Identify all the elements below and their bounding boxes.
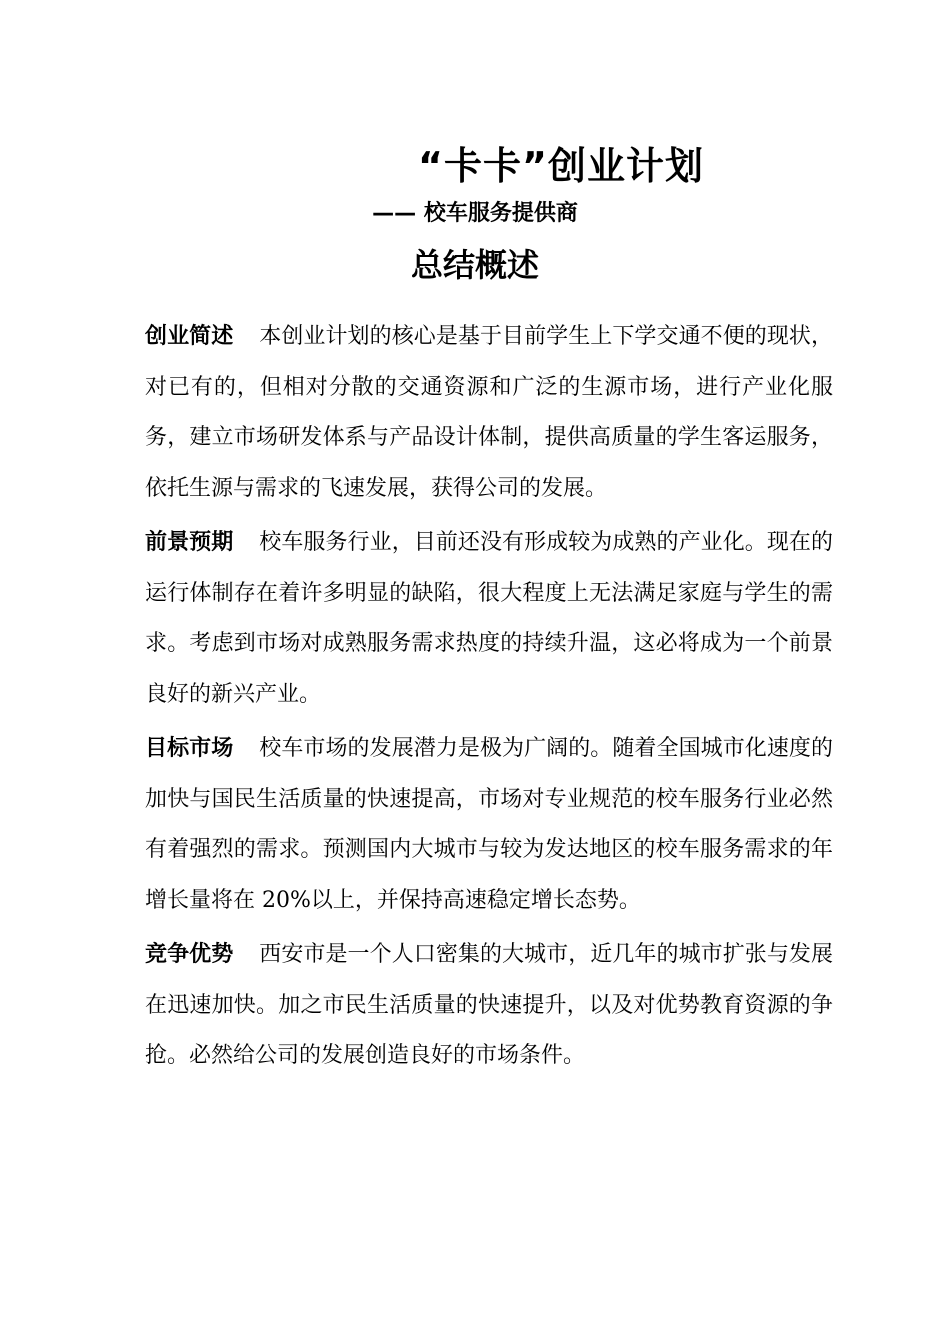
paragraph-text: 西安市是一个人口密集的大城市，近几年的城市扩张与发展在迅速加快。加之市民生活质量的快速提升，以及对优势教育资源的争抢。必然给公司的发展创造良好的市场条件。 [145, 942, 833, 1068]
paragraph-text: 校车市场的发展潜力是极为广阔的。随着全国城市化速度的加快与国民生活质量的快速提高，市场对专业规范的校车服务行业必然有着强烈的需求。预测国内大城市与较为发达地区的校车服务需求的年增长量将在 20%以上，并保持高速稳定增长态势。 [145, 736, 833, 913]
paragraph-label: 竞争优势 [145, 942, 234, 967]
paragraph-competitive-advantage [145, 930, 833, 1082]
paragraph-startup-overview [145, 312, 833, 514]
document-body [145, 312, 833, 1086]
paragraph-label: 前景预期 [145, 530, 234, 555]
paragraph-label: 创业简述 [145, 324, 234, 349]
paragraph-outlook [145, 518, 833, 720]
section-heading: 总结概述 [410, 246, 539, 284]
document-title: “卡卡”创业计划 [418, 144, 704, 188]
document-subtitle: —— 校车服务提供商 [372, 201, 578, 226]
paragraph-text: 本创业计划的核心是基于目前学生上下学交通不便的现状，对已有的，但相对分散的交通资源和广泛的生源市场，进行产业化服务，建立市场研发体系与产品设计体制，提供高质量的学生客运服务，依托生源与需求的飞速发展，获得公司的发展。 [145, 324, 833, 501]
paragraph-target-market [145, 724, 833, 926]
paragraph-text: 校车服务行业，目前还没有形成较为成熟的产业化。现在的运行体制存在着许多明显的缺陷，很大程度上无法满足家庭与学生的需求。考虑到市场对成熟服务需求热度的持续升温，这必将成为一个前景良好的新兴产业。 [145, 530, 833, 707]
paragraph-label: 目标市场 [145, 736, 234, 761]
